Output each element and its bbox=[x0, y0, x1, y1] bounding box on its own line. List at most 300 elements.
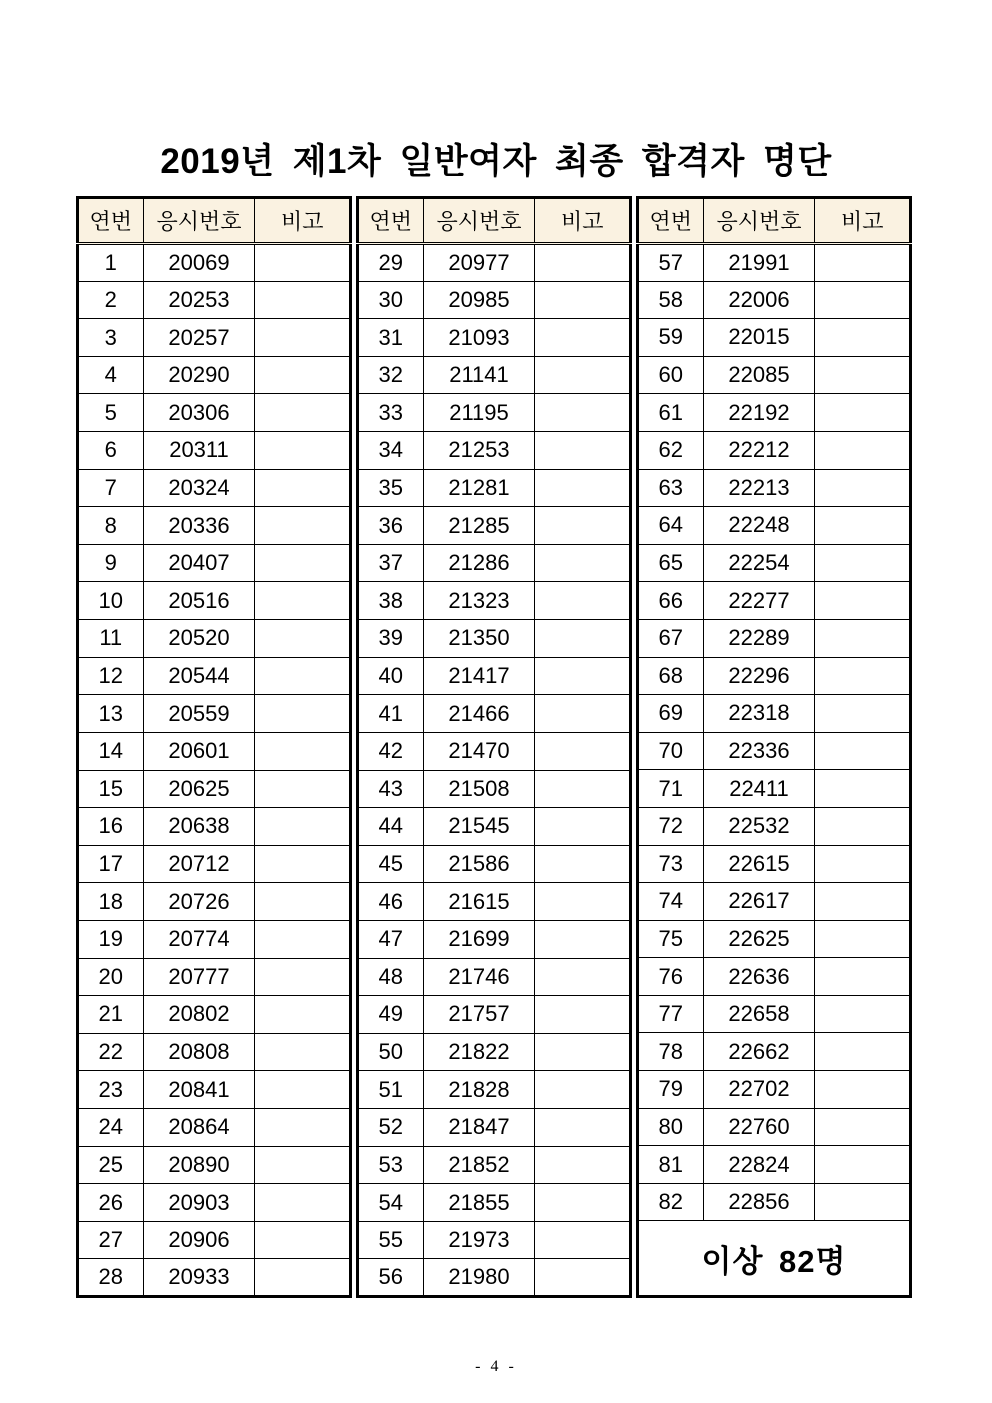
table-row bbox=[78, 1146, 351, 1184]
remark-cell bbox=[255, 1109, 351, 1147]
table-row bbox=[358, 1033, 631, 1071]
serial-number-cell: 68 bbox=[638, 657, 704, 695]
remark-cell bbox=[815, 1183, 911, 1221]
candidate-number-cell: 20516 bbox=[143, 582, 255, 620]
candidate-number-cell: 21973 bbox=[423, 1221, 535, 1259]
candidate-number-cell: 21195 bbox=[423, 394, 535, 432]
table-row bbox=[78, 1184, 351, 1222]
remark-cell bbox=[255, 883, 351, 921]
candidate-number-cell: 21586 bbox=[423, 845, 535, 883]
candidate-number-cell: 21417 bbox=[423, 657, 535, 695]
table-row bbox=[638, 1071, 911, 1109]
serial-number-cell: 22 bbox=[78, 1033, 144, 1071]
roster-tables bbox=[76, 196, 912, 1298]
remark-cell bbox=[255, 732, 351, 770]
serial-number-cell: 24 bbox=[78, 1109, 144, 1147]
candidate-number-cell: 20903 bbox=[143, 1184, 255, 1222]
candidate-number-cell: 20253 bbox=[143, 281, 255, 319]
remark-cell bbox=[535, 281, 631, 319]
table-row bbox=[638, 244, 911, 282]
remark-cell bbox=[535, 244, 631, 282]
table-row bbox=[358, 883, 631, 921]
remark-cell bbox=[255, 507, 351, 545]
serial-number-cell: 76 bbox=[638, 958, 704, 996]
serial-number-cell: 8 bbox=[78, 507, 144, 545]
total-count-label: 이상 82명 bbox=[638, 1221, 911, 1297]
candidate-number-cell: 22254 bbox=[703, 544, 815, 582]
remark-cell bbox=[815, 469, 911, 507]
remark-cell bbox=[535, 1221, 631, 1259]
remark-cell bbox=[535, 469, 631, 507]
serial-number-cell: 28 bbox=[78, 1259, 144, 1297]
candidate-number-cell: 20985 bbox=[423, 281, 535, 319]
candidate-number-cell: 21285 bbox=[423, 507, 535, 545]
candidate-number-cell: 20601 bbox=[143, 732, 255, 770]
header-row bbox=[78, 198, 351, 244]
remark-cell bbox=[535, 582, 631, 620]
serial-number-cell: 41 bbox=[358, 695, 424, 733]
remark-cell bbox=[255, 469, 351, 507]
candidate-number-cell: 22289 bbox=[703, 619, 815, 657]
serial-number-cell: 26 bbox=[78, 1184, 144, 1222]
candidate-number-cell: 21699 bbox=[423, 920, 535, 958]
serial-number-cell: 65 bbox=[638, 544, 704, 582]
table-row bbox=[78, 996, 351, 1034]
serial-number-cell: 71 bbox=[638, 770, 704, 808]
table-row bbox=[638, 770, 911, 808]
table-row bbox=[358, 620, 631, 658]
table-row bbox=[638, 958, 911, 996]
serial-number-cell: 55 bbox=[358, 1221, 424, 1259]
serial-number-cell: 10 bbox=[78, 582, 144, 620]
remark-cell bbox=[255, 996, 351, 1034]
candidate-number-cell: 21847 bbox=[423, 1109, 535, 1147]
table-row bbox=[78, 1033, 351, 1071]
serial-number-cell: 40 bbox=[358, 657, 424, 695]
summary-row bbox=[638, 1221, 911, 1297]
table-row bbox=[78, 1259, 351, 1297]
table-row bbox=[358, 845, 631, 883]
column-header-note: 비고 bbox=[255, 198, 351, 244]
remark-cell bbox=[255, 544, 351, 582]
table-row bbox=[358, 281, 631, 319]
remark-cell bbox=[535, 1109, 631, 1147]
table-row bbox=[78, 507, 351, 545]
candidate-number-cell: 22192 bbox=[703, 394, 815, 432]
remark-cell bbox=[535, 657, 631, 695]
remark-cell bbox=[255, 394, 351, 432]
remark-cell bbox=[815, 770, 911, 808]
serial-number-cell: 54 bbox=[358, 1184, 424, 1222]
candidate-number-cell: 22296 bbox=[703, 657, 815, 695]
remark-cell bbox=[255, 281, 351, 319]
remark-cell bbox=[535, 544, 631, 582]
candidate-number-cell: 20777 bbox=[143, 958, 255, 996]
table-row bbox=[638, 507, 911, 545]
remark-cell bbox=[815, 958, 911, 996]
remark-cell bbox=[815, 319, 911, 357]
candidate-number-cell: 22658 bbox=[703, 995, 815, 1033]
candidate-number-cell: 22015 bbox=[703, 319, 815, 357]
candidate-number-cell: 21286 bbox=[423, 544, 535, 582]
candidate-number-cell: 20864 bbox=[143, 1109, 255, 1147]
table-row bbox=[78, 845, 351, 883]
remark-cell bbox=[255, 356, 351, 394]
candidate-number-cell: 21470 bbox=[423, 732, 535, 770]
candidate-number-cell: 20559 bbox=[143, 695, 255, 733]
table-row bbox=[638, 807, 911, 845]
candidate-number-cell: 20544 bbox=[143, 657, 255, 695]
candidate-number-cell: 20808 bbox=[143, 1033, 255, 1071]
candidate-number-cell: 21757 bbox=[423, 996, 535, 1034]
serial-number-cell: 19 bbox=[78, 920, 144, 958]
serial-number-cell: 29 bbox=[358, 244, 424, 282]
candidate-number-cell: 22336 bbox=[703, 732, 815, 770]
remark-cell bbox=[535, 958, 631, 996]
column-header-id: 응시번호 bbox=[703, 198, 815, 244]
table-row bbox=[638, 281, 911, 319]
candidate-number-cell: 22760 bbox=[703, 1108, 815, 1146]
table-row bbox=[638, 582, 911, 620]
table-row bbox=[638, 1108, 911, 1146]
candidate-number-cell: 20069 bbox=[143, 244, 255, 282]
remark-cell bbox=[255, 770, 351, 808]
table-row bbox=[78, 1109, 351, 1147]
serial-number-cell: 56 bbox=[358, 1259, 424, 1297]
candidate-number-cell: 20802 bbox=[143, 996, 255, 1034]
serial-number-cell: 64 bbox=[638, 507, 704, 545]
table-row bbox=[358, 920, 631, 958]
candidate-number-cell: 22636 bbox=[703, 958, 815, 996]
serial-number-cell: 73 bbox=[638, 845, 704, 883]
table-row bbox=[638, 732, 911, 770]
remark-cell bbox=[815, 1146, 911, 1184]
candidate-number-cell: 20933 bbox=[143, 1259, 255, 1297]
table-row bbox=[358, 319, 631, 357]
table-row bbox=[358, 1109, 631, 1147]
table-row bbox=[358, 996, 631, 1034]
serial-number-cell: 75 bbox=[638, 920, 704, 958]
candidate-number-cell: 22702 bbox=[703, 1071, 815, 1109]
remark-cell bbox=[815, 920, 911, 958]
table-row bbox=[358, 958, 631, 996]
candidate-number-cell: 22662 bbox=[703, 1033, 815, 1071]
remark-cell bbox=[535, 732, 631, 770]
remark-cell bbox=[815, 1108, 911, 1146]
candidate-number-cell: 21253 bbox=[423, 432, 535, 470]
remark-cell bbox=[815, 281, 911, 319]
table-row bbox=[358, 544, 631, 582]
candidate-number-cell: 22277 bbox=[703, 582, 815, 620]
table-row bbox=[638, 920, 911, 958]
column-header-note: 비고 bbox=[535, 198, 631, 244]
serial-number-cell: 45 bbox=[358, 845, 424, 883]
candidate-number-cell: 21828 bbox=[423, 1071, 535, 1109]
remark-cell bbox=[815, 356, 911, 394]
candidate-number-cell: 20841 bbox=[143, 1071, 255, 1109]
candidate-number-cell: 21822 bbox=[423, 1033, 535, 1071]
remark-cell bbox=[535, 808, 631, 846]
remark-cell bbox=[815, 807, 911, 845]
column-header-id: 응시번호 bbox=[423, 198, 535, 244]
remark-cell bbox=[535, 394, 631, 432]
candidate-number-cell: 20774 bbox=[143, 920, 255, 958]
serial-number-cell: 30 bbox=[358, 281, 424, 319]
table-row bbox=[78, 544, 351, 582]
remark-cell bbox=[535, 1033, 631, 1071]
table-row bbox=[78, 394, 351, 432]
candidate-number-cell: 21466 bbox=[423, 695, 535, 733]
remark-cell bbox=[255, 808, 351, 846]
candidate-number-cell: 21746 bbox=[423, 958, 535, 996]
serial-number-cell: 25 bbox=[78, 1146, 144, 1184]
candidate-number-cell: 20726 bbox=[143, 883, 255, 921]
remark-cell bbox=[255, 319, 351, 357]
serial-number-cell: 38 bbox=[358, 582, 424, 620]
serial-number-cell: 52 bbox=[358, 1109, 424, 1147]
table-row bbox=[358, 808, 631, 846]
remark-cell bbox=[535, 845, 631, 883]
table-row bbox=[358, 507, 631, 545]
remark-cell bbox=[255, 582, 351, 620]
serial-number-cell: 63 bbox=[638, 469, 704, 507]
serial-number-cell: 6 bbox=[78, 432, 144, 470]
column-header-note: 비고 bbox=[815, 198, 911, 244]
serial-number-cell: 18 bbox=[78, 883, 144, 921]
table-row bbox=[78, 770, 351, 808]
remark-cell bbox=[815, 544, 911, 582]
column-header-no: 연번 bbox=[78, 198, 144, 244]
serial-number-cell: 66 bbox=[638, 582, 704, 620]
remark-cell bbox=[255, 920, 351, 958]
candidate-number-cell: 20407 bbox=[143, 544, 255, 582]
table-row bbox=[358, 356, 631, 394]
table-row bbox=[638, 394, 911, 432]
serial-number-cell: 62 bbox=[638, 431, 704, 469]
table-row bbox=[78, 319, 351, 357]
serial-number-cell: 2 bbox=[78, 281, 144, 319]
serial-number-cell: 5 bbox=[78, 394, 144, 432]
table-row bbox=[638, 1033, 911, 1071]
table-row bbox=[638, 883, 911, 921]
table-row bbox=[358, 1259, 631, 1297]
candidate-number-cell: 22824 bbox=[703, 1146, 815, 1184]
serial-number-cell: 74 bbox=[638, 883, 704, 921]
serial-number-cell: 58 bbox=[638, 281, 704, 319]
candidate-number-cell: 21093 bbox=[423, 319, 535, 357]
candidate-number-cell: 21545 bbox=[423, 808, 535, 846]
table-row bbox=[78, 732, 351, 770]
candidate-number-cell: 20625 bbox=[143, 770, 255, 808]
serial-number-cell: 31 bbox=[358, 319, 424, 357]
serial-number-cell: 27 bbox=[78, 1221, 144, 1259]
table-row bbox=[638, 469, 911, 507]
candidate-number-cell: 22411 bbox=[703, 770, 815, 808]
serial-number-cell: 77 bbox=[638, 995, 704, 1033]
candidate-number-cell: 22615 bbox=[703, 845, 815, 883]
serial-number-cell: 36 bbox=[358, 507, 424, 545]
table-row bbox=[358, 695, 631, 733]
serial-number-cell: 42 bbox=[358, 732, 424, 770]
table-row bbox=[78, 582, 351, 620]
candidate-number-cell: 20336 bbox=[143, 507, 255, 545]
table-row bbox=[358, 244, 631, 282]
table-row bbox=[78, 469, 351, 507]
serial-number-cell: 43 bbox=[358, 770, 424, 808]
serial-number-cell: 49 bbox=[358, 996, 424, 1034]
column-header-id: 응시번호 bbox=[143, 198, 255, 244]
serial-number-cell: 61 bbox=[638, 394, 704, 432]
serial-number-cell: 70 bbox=[638, 732, 704, 770]
candidate-number-cell: 21141 bbox=[423, 356, 535, 394]
serial-number-cell: 50 bbox=[358, 1033, 424, 1071]
candidate-number-cell: 22248 bbox=[703, 507, 815, 545]
table-row bbox=[358, 432, 631, 470]
table-row bbox=[638, 431, 911, 469]
remark-cell bbox=[255, 1184, 351, 1222]
remark-cell bbox=[535, 1259, 631, 1297]
serial-number-cell: 82 bbox=[638, 1183, 704, 1221]
remark-cell bbox=[815, 845, 911, 883]
candidate-number-cell: 20306 bbox=[143, 394, 255, 432]
candidate-number-cell: 21852 bbox=[423, 1146, 535, 1184]
table-row bbox=[78, 958, 351, 996]
table-row bbox=[358, 1071, 631, 1109]
remark-cell bbox=[535, 920, 631, 958]
candidate-number-cell: 20311 bbox=[143, 432, 255, 470]
column-header-no: 연번 bbox=[638, 198, 704, 244]
table-row bbox=[638, 544, 911, 582]
candidate-number-cell: 20257 bbox=[143, 319, 255, 357]
remark-cell bbox=[815, 619, 911, 657]
remark-cell bbox=[535, 507, 631, 545]
remark-cell bbox=[255, 432, 351, 470]
serial-number-cell: 1 bbox=[78, 244, 144, 282]
remark-cell bbox=[535, 1071, 631, 1109]
candidate-number-cell: 21281 bbox=[423, 469, 535, 507]
candidate-number-cell: 22856 bbox=[703, 1183, 815, 1221]
serial-number-cell: 35 bbox=[358, 469, 424, 507]
remark-cell bbox=[535, 1184, 631, 1222]
serial-number-cell: 67 bbox=[638, 619, 704, 657]
remark-cell bbox=[255, 695, 351, 733]
serial-number-cell: 39 bbox=[358, 620, 424, 658]
remark-cell bbox=[255, 1221, 351, 1259]
serial-number-cell: 80 bbox=[638, 1108, 704, 1146]
serial-number-cell: 72 bbox=[638, 807, 704, 845]
table-row bbox=[358, 732, 631, 770]
candidate-number-cell: 22006 bbox=[703, 281, 815, 319]
remark-cell bbox=[815, 883, 911, 921]
remark-cell bbox=[535, 883, 631, 921]
table-row bbox=[78, 808, 351, 846]
remark-cell bbox=[255, 1146, 351, 1184]
candidates-table-2 bbox=[356, 196, 632, 1298]
table-row bbox=[78, 883, 351, 921]
candidate-number-cell: 22625 bbox=[703, 920, 815, 958]
serial-number-cell: 33 bbox=[358, 394, 424, 432]
remark-cell bbox=[815, 582, 911, 620]
remark-cell bbox=[815, 1071, 911, 1109]
serial-number-cell: 60 bbox=[638, 356, 704, 394]
table-row bbox=[358, 1221, 631, 1259]
table-row bbox=[638, 995, 911, 1033]
remark-cell bbox=[815, 695, 911, 733]
serial-number-cell: 16 bbox=[78, 808, 144, 846]
candidate-number-cell: 20520 bbox=[143, 620, 255, 658]
remark-cell bbox=[255, 657, 351, 695]
table-row bbox=[358, 1184, 631, 1222]
serial-number-cell: 32 bbox=[358, 356, 424, 394]
remark-cell bbox=[535, 695, 631, 733]
serial-number-cell: 44 bbox=[358, 808, 424, 846]
remark-cell bbox=[535, 1146, 631, 1184]
page-title: 2019년 제1차 일반여자 최종 합격자 명단 bbox=[160, 142, 832, 181]
serial-number-cell: 21 bbox=[78, 996, 144, 1034]
remark-cell bbox=[255, 1071, 351, 1109]
serial-number-cell: 79 bbox=[638, 1071, 704, 1109]
candidates-table-1 bbox=[76, 196, 352, 1298]
table-row bbox=[638, 356, 911, 394]
candidate-number-cell: 20290 bbox=[143, 356, 255, 394]
remark-cell bbox=[255, 1259, 351, 1297]
candidate-number-cell: 20638 bbox=[143, 808, 255, 846]
table-row bbox=[358, 657, 631, 695]
serial-number-cell: 14 bbox=[78, 732, 144, 770]
serial-number-cell: 69 bbox=[638, 695, 704, 733]
remark-cell bbox=[815, 657, 911, 695]
remark-cell bbox=[815, 507, 911, 545]
candidate-number-cell: 20890 bbox=[143, 1146, 255, 1184]
table-row bbox=[78, 695, 351, 733]
candidate-number-cell: 21615 bbox=[423, 883, 535, 921]
table-row bbox=[78, 1221, 351, 1259]
serial-number-cell: 34 bbox=[358, 432, 424, 470]
remark-cell bbox=[535, 319, 631, 357]
candidate-number-cell: 20712 bbox=[143, 845, 255, 883]
table-row bbox=[358, 1146, 631, 1184]
serial-number-cell: 53 bbox=[358, 1146, 424, 1184]
remark-cell bbox=[255, 1033, 351, 1071]
remark-cell bbox=[535, 432, 631, 470]
serial-number-cell: 59 bbox=[638, 319, 704, 357]
candidate-number-cell: 20977 bbox=[423, 244, 535, 282]
table-row bbox=[638, 657, 911, 695]
table-row bbox=[638, 695, 911, 733]
remark-cell bbox=[815, 431, 911, 469]
table-row bbox=[78, 920, 351, 958]
serial-number-cell: 57 bbox=[638, 244, 704, 282]
table-row bbox=[638, 845, 911, 883]
remark-cell bbox=[815, 732, 911, 770]
serial-number-cell: 4 bbox=[78, 356, 144, 394]
candidate-number-cell: 21350 bbox=[423, 620, 535, 658]
candidate-number-cell: 22212 bbox=[703, 431, 815, 469]
serial-number-cell: 15 bbox=[78, 770, 144, 808]
header-row bbox=[358, 198, 631, 244]
remark-cell bbox=[255, 244, 351, 282]
serial-number-cell: 37 bbox=[358, 544, 424, 582]
serial-number-cell: 13 bbox=[78, 695, 144, 733]
table-row bbox=[78, 281, 351, 319]
candidate-number-cell: 21323 bbox=[423, 582, 535, 620]
table-row bbox=[78, 432, 351, 470]
remark-cell bbox=[255, 620, 351, 658]
candidate-number-cell: 21855 bbox=[423, 1184, 535, 1222]
remark-cell bbox=[255, 845, 351, 883]
table-row bbox=[638, 1183, 911, 1221]
table-row bbox=[358, 582, 631, 620]
